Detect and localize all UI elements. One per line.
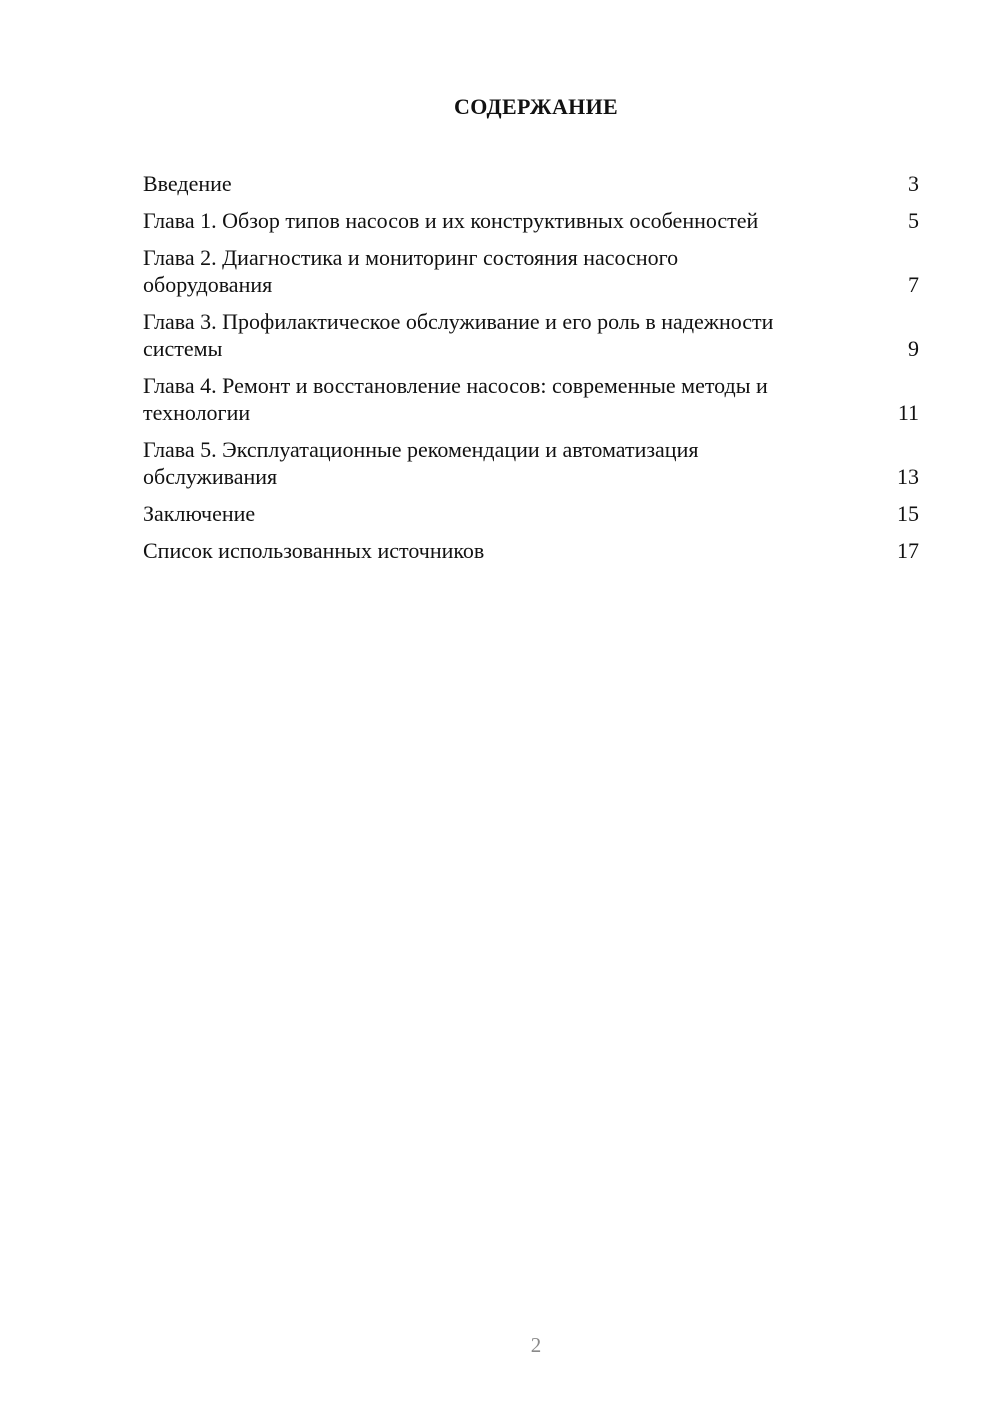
- toc-item-title: Список использованных источников: [143, 538, 485, 563]
- toc-item-page-number: 9: [908, 336, 919, 361]
- toc-item-references[interactable]: [143, 537, 919, 564]
- toc-item-title: Глава 2. Диагностика и мониторинг состояния насосного оборудования: [143, 245, 679, 297]
- toc-item-chapter-2[interactable]: [143, 244, 919, 298]
- toc-item-page-number: 7: [908, 272, 919, 297]
- toc-item-title: Глава 5. Эксплуатационные рекомендации и автоматизация обслуживания: [143, 437, 699, 489]
- toc-item-introduction[interactable]: [143, 170, 919, 197]
- toc-item-page-number: 15: [897, 501, 919, 526]
- toc-item-chapter-3[interactable]: [143, 308, 919, 362]
- toc-item-page-number: 5: [908, 208, 919, 233]
- toc-item-chapter-4[interactable]: [143, 372, 919, 426]
- page-title: СОДЕРЖАНИЕ: [454, 94, 618, 119]
- toc-item-page-number: 13: [897, 464, 919, 489]
- table-of-contents: [143, 170, 919, 574]
- toc-item-chapter-5[interactable]: [143, 436, 919, 490]
- toc-item-title: Глава 4. Ремонт и восстановление насосов: современные методы и технологии: [143, 373, 768, 425]
- toc-item-conclusion[interactable]: [143, 500, 919, 527]
- toc-item-page-number: 3: [908, 171, 919, 196]
- toc-item-chapter-1[interactable]: [143, 207, 919, 234]
- toc-item-page-number: 11: [897, 400, 919, 425]
- toc-item-title: Глава 3. Профилактическое обслуживание и его роль в надежности системы: [143, 309, 774, 361]
- toc-item-title: Введение: [143, 171, 232, 196]
- page-number: 2: [530, 1333, 542, 1357]
- toc-item-page-number: 17: [897, 538, 919, 563]
- toc-item-title: Заключение: [143, 501, 256, 526]
- toc-item-title: Глава 1. Обзор типов насосов и их конструктивных особенностей: [143, 208, 759, 233]
